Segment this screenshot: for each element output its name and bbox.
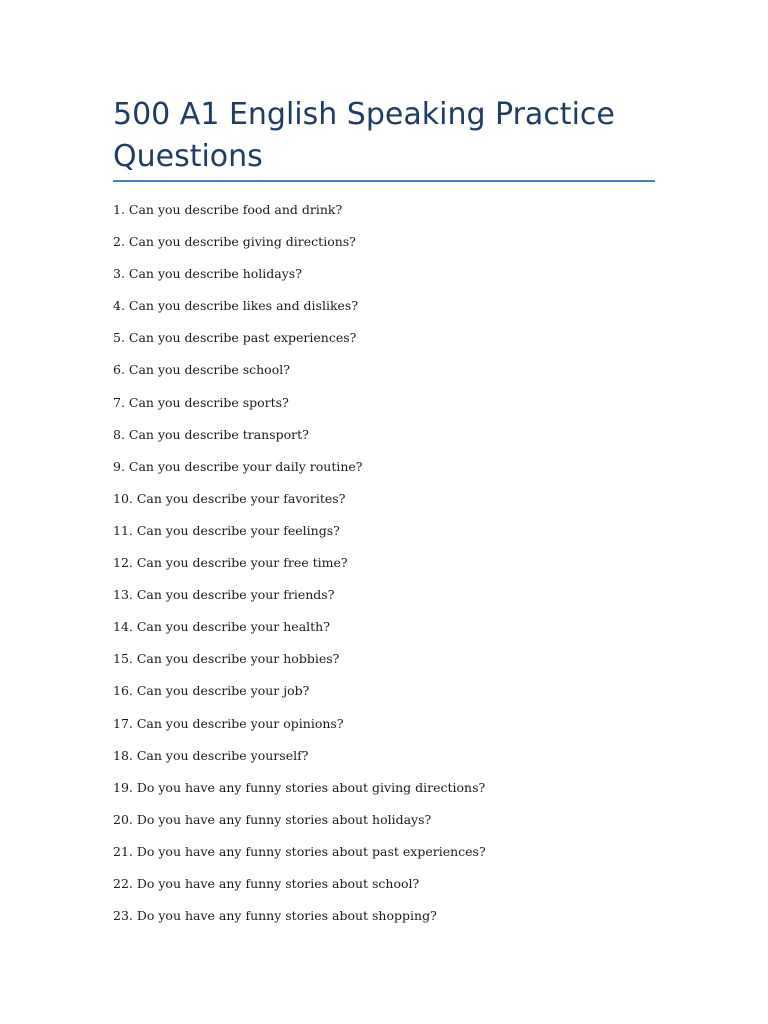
question-item: 22. Do you have any funny stories about school? (113, 875, 420, 891)
question-item: 13. Can you describe your friends? (113, 587, 335, 603)
question-item: 5. Can you describe past experiences? (113, 330, 357, 346)
title-divider (113, 180, 655, 182)
question-item: 21. Do you have any funny stories about past experiences? (113, 843, 486, 859)
question-item: 6. Can you describe school? (113, 362, 290, 378)
question-item: 9. Can you describe your daily routine? (113, 458, 363, 474)
question-item: 18. Can you describe yourself? (113, 747, 309, 763)
question-item: 15. Can you describe your hobbies? (113, 651, 340, 667)
question-item: 19. Do you have any funny stories about giving directions? (113, 779, 486, 795)
question-item: 2. Can you describe giving directions? (113, 234, 356, 250)
question-item: 20. Do you have any funny stories about holidays? (113, 811, 432, 827)
document-title: 500 A1 English Speaking Practice Questions (113, 97, 615, 174)
question-item: 17. Can you describe your opinions? (113, 715, 344, 731)
question-item: 16. Can you describe your job? (113, 683, 310, 699)
question-item: 7. Can you describe sports? (113, 394, 289, 410)
question-item: 11. Can you describe your feelings? (113, 522, 340, 538)
question-item: 23. Do you have any funny stories about shopping? (113, 908, 437, 924)
question-item: 1. Can you describe food and drink? (113, 202, 343, 217)
question-item: 8. Can you describe transport? (113, 426, 309, 442)
question-item: 14. Can you describe your health? (113, 619, 330, 635)
question-item: 3. Can you describe holidays? (113, 266, 302, 282)
question-list (113, 200, 486, 938)
question-item: 4. Can you describe likes and dislikes? (113, 298, 359, 314)
question-item: 10. Can you describe your favorites? (113, 490, 346, 506)
question-item: 12. Can you describe your free time? (113, 555, 348, 571)
